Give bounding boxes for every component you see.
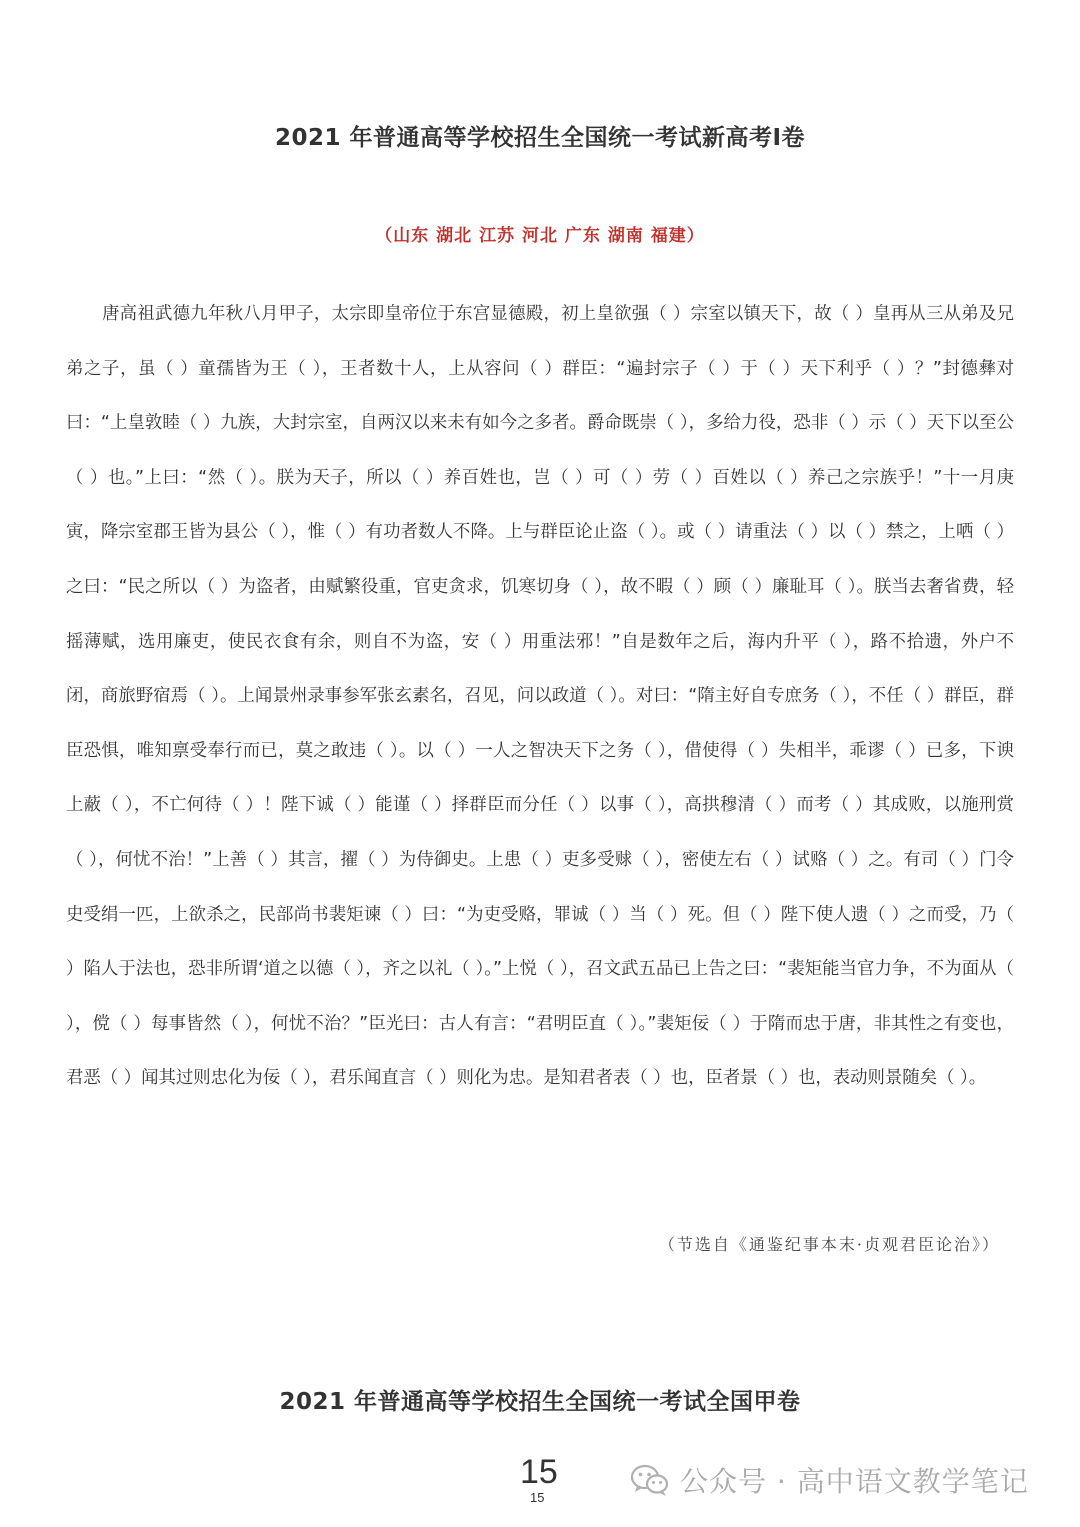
section1-title: 2021 年普通高等学校招生全国统一考试新高考Ⅰ卷 [274, 125, 806, 151]
page-number-small: 15 [530, 1490, 545, 1505]
section2-title: 2021 年普通高等学校招生全国统一考试全国甲卷 [279, 1389, 801, 1415]
watermark [630, 1460, 1029, 1500]
passage-source: （节选自《通鉴纪事本末·贞观君臣论治》） [658, 1235, 1000, 1254]
page-number: 15 [520, 1453, 558, 1491]
watermark-text: 公众号 · 高中语文教学笔记 [680, 1465, 1029, 1498]
passage-text: 唐高祖武德九年秋八月甲子，太宗即皇帝位于东宫显德殿，初上皇欲强（ ）宗室以镇天下，故（ ）皇再从三从弟及兄弟之子，虽（ ）童孺皆为王（ ），王者数十人，上从容问（ ）群臣：“遍封宗子（ ）于（ ）天下利乎（ ）？”封德彝对曰：“上皇敦睦（ ）九族，大封宗室，自两汉以来未有如今之多者。爵命既崇（ ），多给力役，恐非（ ）示（ ）天下以至公（ ）也。”上曰：“然（ ）。朕为天子，所以（ ）养百姓也，岂（ ）可（ ）劳（ ）百姓以（ ）养己之宗族乎！”十一月庚寅，降宗室郡王皆为县公（ ），惟（ ）有功者数人不降。上与群臣论止盗（ ）。或（ ）请重法（ ）以（ ）禁之，上哂（ ）之曰：“民之所以（ ）为盗者，由赋繁役重，官吏贪求，饥寒切身（ ），故不暇（ ）顾（ ）廉耻耳（ ）。朕当去奢省费，轻摇薄赋，选用廉吏，使民衣食有余，则自不为盗，安（ ）用重法邪！”自是数年之后，海内升平（ ），路不拾遗，外户不闭，商旅野宿焉（ ）。上闻景州录事参军张玄素名，召见，问以政道（ ）。对曰：“隋主好自专庶务（ ），不任（ ）群臣，群臣恐惧，唯知禀受奉行而已，莫之敢违（ ）。以（ ）一人之智决天下之务（ ），借使得（ ）失相半，乖谬（ ）已多，下谀上蔽（ ），不亡何待（ ）！陛下诚（ ）能谨（ ）择群臣而分任（ ）以事（ ），高拱穆清（ ）而考（ ）其成败，以施刑赏（ ），何忧不治！”上善（ ）其言，擢（ ）为侍御史。上患（ ）吏多受赇（ ），密使左右（ ）试赂（ ）之。有司（ ）门令史受绢一匹，上欲杀之，民部尚书裴矩谏（ ）曰：“为吏受赂，罪诚（ ）当（ ）死。但（ ）陛下使人遗（ ）之而受，乃（ ）陷人于法也，恐非所谓‘道之以德（ ），齐之以礼（ ）。”上悦（ ），召文武五品已上告之曰：“裴矩能当官力争，不为面从（ ），傥（ ）每事皆然（ ），何忧不治？”臣光曰：古人有言：“君明臣直（ ）。”裴矩佞（ ）于隋而忠于唐，非其性之有变也，君恶（ ）闻其过则忠化为佞（ ），君乐闻直言（ ）则化为忠。是知君者表（ ）也，臣者景（ ）也，表动则景随矣（ ）。 [66, 304, 1014, 1089]
wechat-icon [630, 1463, 670, 1497]
section1-subtitle: （山东 湖北 江苏 河北 广东 湖南 福建） [375, 226, 705, 246]
